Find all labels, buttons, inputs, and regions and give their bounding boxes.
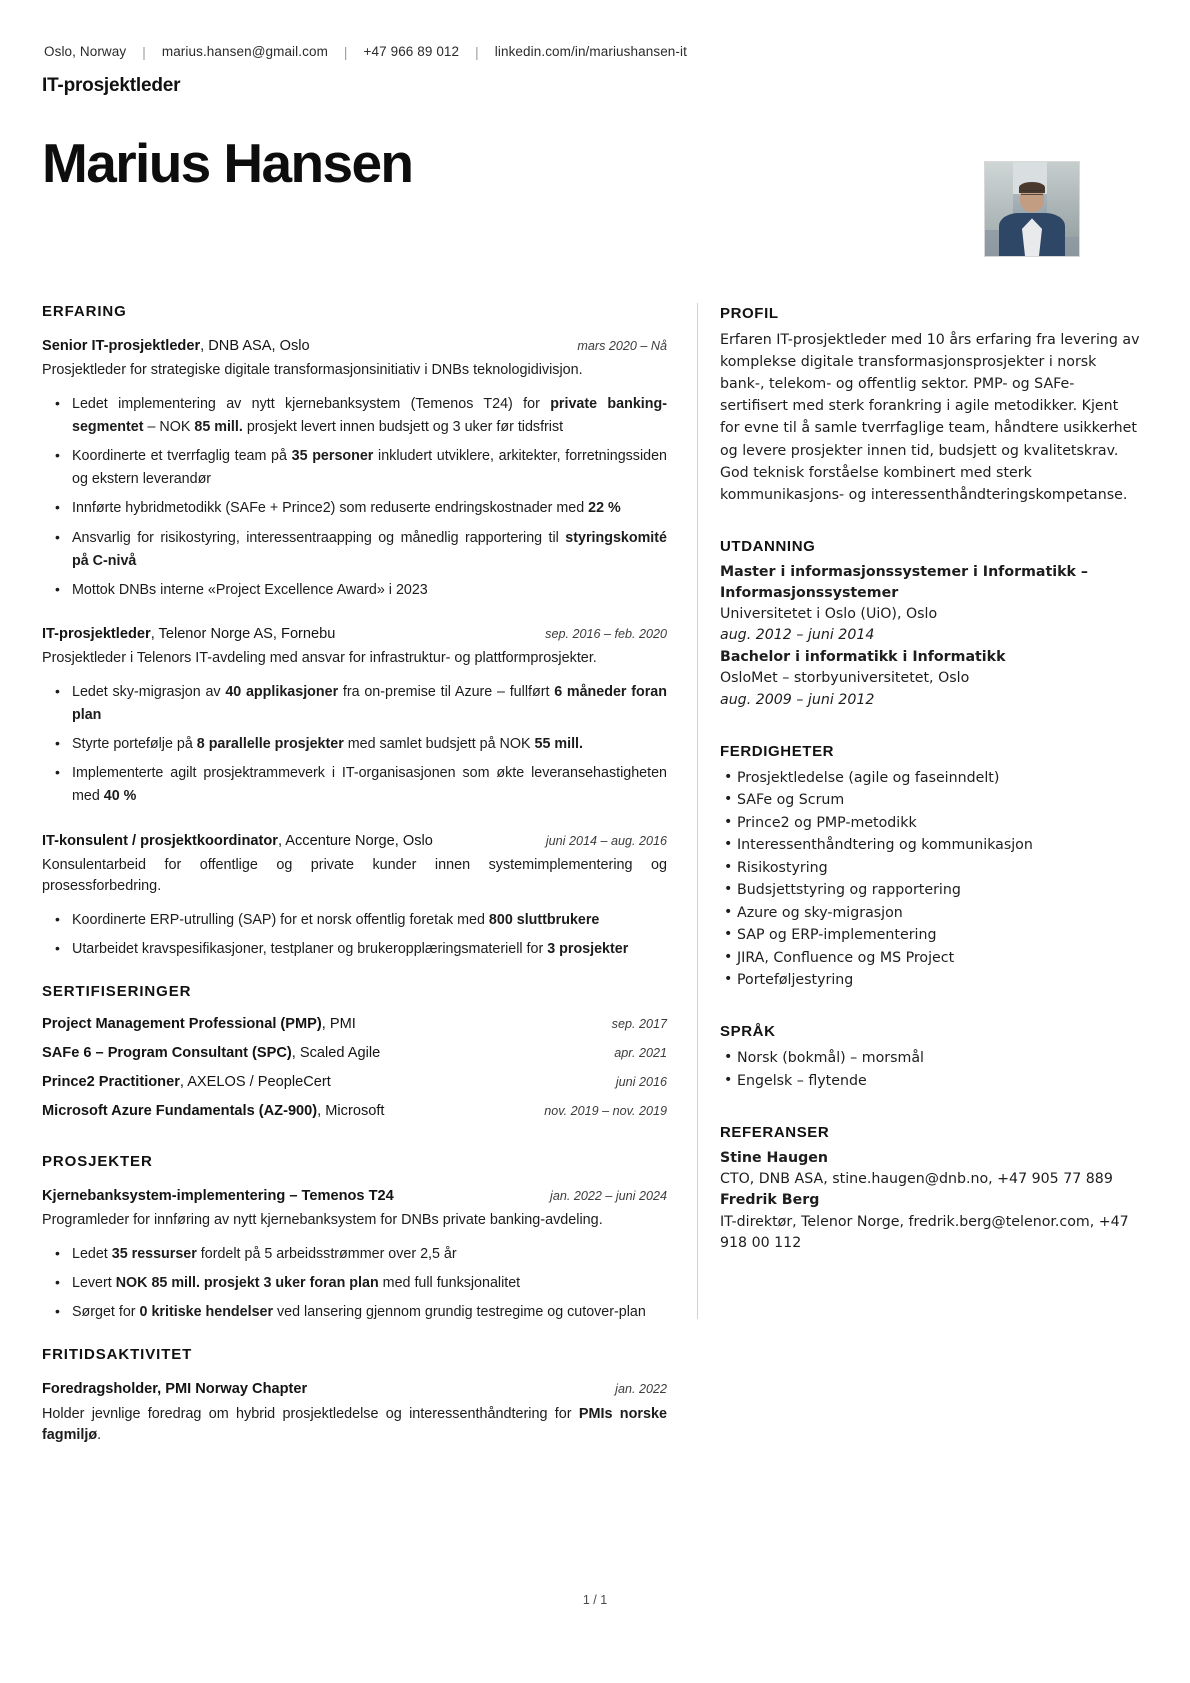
section-title-skills: FERDIGHETER — [720, 743, 835, 761]
entry-bullets — [42, 393, 667, 602]
reference-name: Stine Haugen — [720, 1149, 828, 1166]
certification-name: Microsoft Azure Fundamentals (AZ-900), Microsoft — [42, 1103, 385, 1120]
reference-item — [720, 1148, 1142, 1191]
languages-list — [720, 1047, 1142, 1092]
bullet-item: • Koordinerte et tverrfaglig team på 35 personer inkludert utviklere, arkitekter, forretningssiden og ekstern leverandør — [72, 445, 667, 491]
profile-photo — [984, 161, 1080, 257]
entry-bullets — [42, 1243, 667, 1324]
entry-title: Senior IT-prosjektleder, DNB ASA, Oslo — [42, 338, 310, 354]
bullet-item: • Koordinerte ERP-utrulling (SAP) for et norsk offentlig foretak med 800 sluttbrukere — [72, 909, 667, 932]
entry-date: juni 2014 – aug. 2016 — [545, 833, 667, 848]
bullet-item: • Sørget for 0 kritiske hendelser ved lansering gjennom grundig testregime og cutover-plan — [72, 1301, 667, 1324]
entry-summary: Holder jevnlige foredrag om hybrid prosjektledelse og interessenthåndtering for PMIs norske fagmiljø. — [42, 1405, 667, 1444]
name-row — [42, 97, 1142, 257]
skill-item: • SAP og ERP-implementering — [737, 924, 1142, 946]
experience-entry — [42, 624, 667, 809]
entry-summary: Prosjektleder for strategiske digitale transformasjonsinitiativ i DNBs teknologidivisjon. — [42, 362, 583, 379]
bullet-item: • Innførte hybridmetodikk (SAFe + Prince2) som reduserte endringskostnader med 22 % — [72, 497, 667, 520]
projects-list — [42, 1186, 667, 1324]
reference-info: IT-direktør, Telenor Norge, fredrik.berg@telenor.com, +47 918 00 112 — [720, 1213, 1129, 1252]
reference-name: Fredrik Berg — [720, 1192, 820, 1209]
entry-date: mars 2020 – Nå — [577, 339, 667, 353]
entry-bullets — [42, 909, 667, 961]
certification-row — [42, 1103, 667, 1119]
bullet-item: • Ledet 35 ressurser fordelt på 5 arbeidsstrømmer over 2,5 år — [72, 1243, 667, 1266]
certification-date: juni 2016 — [615, 1075, 667, 1090]
entry-head — [42, 1379, 667, 1400]
contact-email[interactable]: marius.hansen@gmail.com — [161, 44, 328, 59]
contact-line — [42, 44, 1142, 59]
full-name: Marius Hansen — [42, 132, 413, 194]
skills-block — [720, 741, 1142, 991]
entry-summary: Programleder for innføring av nytt kjernebanksystem for DNBs private banking-avdeling. — [42, 1212, 603, 1229]
experience-entry — [42, 831, 667, 962]
skill-item: • Prince2 og PMP-metodikk — [737, 812, 1142, 834]
skills-list — [720, 767, 1142, 991]
skill-item: • Budsjettstyring og rapportering — [737, 879, 1142, 901]
bullet-item: • Ansvarlig for risikostyring, interessentraapping og månedlig rapportering til styringskomité på C-nivå — [72, 527, 667, 573]
skill-item: • Azure og sky-migrasjon — [737, 902, 1142, 924]
section-title-profile: PROFIL — [720, 305, 779, 322]
certification-name: Project Management Professional (PMP), PMI — [42, 1016, 356, 1033]
entry-date: sep. 2016 – feb. 2020 — [545, 627, 667, 642]
education-date: aug. 2012 – juni 2014 — [720, 627, 875, 644]
leisure-entry — [42, 1379, 667, 1446]
entry-date: jan. 2022 – juni 2024 — [550, 1189, 667, 1204]
section-title-experience: ERFARING — [42, 303, 127, 320]
bullet-item: • Levert NOK 85 mill. prosjekt 3 uker foran plan med full funksjonalitet — [72, 1272, 667, 1295]
bullet-item: • Utarbeidet kravspesifikasjoner, testplaner og brukeropplæringsmateriell for 3 prosjekter — [72, 938, 667, 961]
entry-head — [42, 1186, 667, 1207]
entry-date: jan. 2022 — [615, 1382, 667, 1397]
profile-text: Erfaren IT-prosjektleder med 10 års erfaring fra levering av komplekse digitale transformasjonsprosjekter i norsk bank-, telekom- og offentlig sektor. PMP- og SAFe-sertifisert med sterk forankring i agile metodikker. Kjent for evne til å samle tverrfaglige team, håndtere usikkerhet og levere prosjekter innen tid, budsjett og kvalitetskrav. God teknisk forståelse kombinert med sterk kommunikasjons- og interessenthåndteringskompetanse. — [720, 331, 1140, 503]
education-school: Universitetet i Oslo (UiO), Oslo — [720, 605, 938, 622]
entry-title: Foredragsholder, PMI Norway Chapter — [42, 1381, 308, 1398]
certification-row — [42, 1074, 667, 1090]
skill-item: • Prosjektledelse (agile og faseinndelt) — [737, 767, 1142, 789]
entry-title: IT-prosjektleder, Telenor Norge AS, Fornebu — [42, 626, 336, 643]
references-list — [720, 1148, 1142, 1254]
project-entry — [42, 1186, 667, 1324]
bullet-item: • Ledet sky-migrasjon av 40 applikasjoner fra on-premise til Azure – fullført 6 måneder foran plan — [72, 681, 667, 727]
contact-linkedin[interactable]: linkedin.com/in/mariushansen-it — [494, 44, 687, 59]
certification-name: SAFe 6 – Program Consultant (SPC), Scaled Agile — [42, 1045, 381, 1062]
reference-item — [720, 1190, 1142, 1254]
languages-block — [720, 1021, 1142, 1092]
entry-title: Kjernebanksystem-implementering – Temenos T24 — [42, 1188, 394, 1205]
entry-head — [42, 336, 667, 357]
contact-separator-1: | — [142, 45, 146, 60]
certifications-list — [42, 1016, 667, 1119]
certification-date: apr. 2021 — [614, 1046, 667, 1061]
language-item: • Engelsk – flytende — [737, 1070, 1142, 1092]
glasses-icon — [1021, 190, 1043, 195]
education-degree: Master i informasjonssystemer i Informatikk – Informasjonssystemer — [720, 563, 1089, 601]
education-item — [720, 562, 1142, 647]
certification-date: nov. 2019 – nov. 2019 — [544, 1104, 667, 1119]
section-title-education: UTDANNING — [720, 538, 816, 556]
education-item — [720, 647, 1142, 711]
education-block — [720, 536, 1142, 711]
section-title-certifications: SERTIFISERINGER — [42, 983, 192, 1001]
skill-item: • JIRA, Confluence og MS Project — [737, 947, 1142, 969]
entry-summary: Konsulentarbeid for offentlige og private kunder innen systemimplementering og prosessforbedring. — [42, 856, 667, 895]
page-footer: 1 / 1 — [582, 1593, 608, 1607]
entry-bullets — [42, 681, 667, 809]
certification-name: Prince2 Practitioner, AXELOS / PeopleCert — [42, 1074, 331, 1091]
profile-block — [720, 303, 1142, 506]
content-columns — [42, 303, 1142, 1469]
education-school: OsloMet – storbyuniversitetet, Oslo — [720, 670, 970, 687]
reference-info: CTO, DNB ASA, stine.haugen@dnb.no, +47 905 77 889 — [720, 1171, 1113, 1188]
experience-list — [42, 336, 667, 961]
skill-item: • Porteføljestyring — [737, 969, 1142, 991]
contact-separator-2: | — [343, 45, 348, 60]
bullet-item: • Implementerte agilt prosjektrammeverk i IT-organisasjonen som økte leveransehastigheten med 40 % — [72, 762, 667, 808]
certification-date: sep. 2017 — [611, 1017, 667, 1032]
job-title: IT-prosjektleder — [42, 75, 181, 96]
education-degree: Bachelor i informatikk i Informatikk — [720, 649, 1006, 666]
entry-summary: Prosjektleder i Telenors IT-avdeling med ansvar for infrastruktur- og plattformprosjekter. — [42, 650, 597, 667]
entry-head — [42, 624, 667, 645]
main-column — [42, 303, 697, 1469]
contact-location: Oslo, Norway — [44, 44, 127, 59]
certification-row — [42, 1016, 667, 1032]
contact-separator-3: | — [475, 45, 479, 60]
references-block — [720, 1122, 1142, 1254]
education-list — [720, 562, 1142, 711]
language-item: • Norsk (bokmål) – morsmål — [737, 1047, 1142, 1069]
section-title-projects: PROSJEKTER — [42, 1153, 153, 1171]
contact-phone[interactable]: +47 966 89 012 — [363, 44, 460, 59]
leisure-list — [42, 1379, 667, 1446]
skill-item: • SAFe og Scrum — [737, 789, 1142, 811]
section-title-languages: SPRÅK — [720, 1023, 776, 1041]
experience-entry — [42, 336, 667, 602]
certification-row — [42, 1045, 667, 1061]
bullet-item: • Styrte portefølje på 8 parallelle prosjekter med samlet budsjett på NOK 55 mill. — [72, 733, 667, 756]
entry-head — [42, 831, 667, 852]
side-column — [698, 303, 1142, 1469]
section-title-leisure: FRITIDSAKTIVITET — [42, 1346, 193, 1364]
skill-item: • Risikostyring — [737, 857, 1142, 879]
education-date: aug. 2009 – juni 2012 — [720, 691, 875, 708]
bullet-item: • Ledet implementering av nytt kjernebanksystem (Temenos T24) for private banking-segmentet – NOK 85 mill. prosjekt levert innen budsjett og 3 uker før tidsfrist — [72, 393, 667, 439]
section-title-references: REFERANSER — [720, 1124, 830, 1142]
skill-item: • Interessenthåndtering og kommunikasjon — [737, 834, 1142, 856]
entry-title: IT-konsulent / prosjektkoordinator, Accenture Norge, Oslo — [42, 832, 433, 849]
bullet-item: • Mottok DNBs interne «Project Excellence Award» i 2023 — [72, 579, 667, 602]
